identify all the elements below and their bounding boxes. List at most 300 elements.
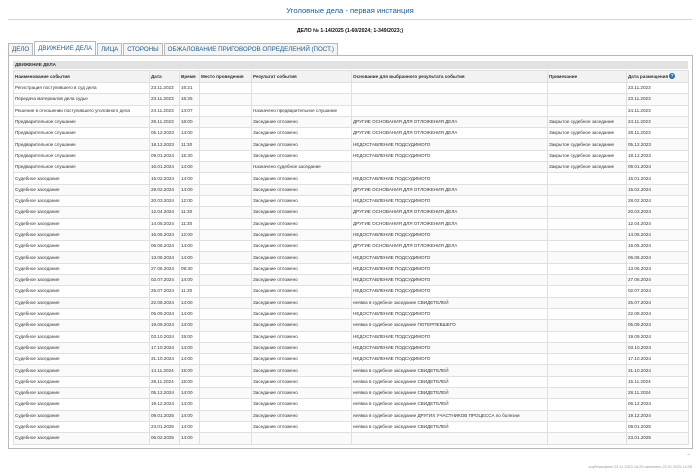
cell-event: Судебное заседание bbox=[14, 286, 150, 297]
cell-note bbox=[548, 410, 627, 421]
tab-parties[interactable]: СТОРОНЫ bbox=[123, 43, 162, 55]
cell-basis: ДРУГИЕ ОСНОВАНИЯ ДЛЯ ОТЛОЖЕНИЯ ДЕЛА bbox=[352, 241, 548, 252]
cell-date: 06.02.2025 bbox=[150, 433, 180, 444]
cell-date: 17.10.2024 bbox=[150, 342, 180, 353]
column-header-posted-date-label: Дата размещения bbox=[628, 73, 669, 79]
table-row bbox=[14, 320, 689, 331]
table-header-row bbox=[14, 71, 689, 83]
cell-basis: НЕДОСТАВЛЕНИЕ ПОДСУДИМОГО bbox=[352, 286, 548, 297]
cell-event: Судебное заседание bbox=[14, 297, 150, 308]
cell-result: Заседание отложено bbox=[252, 139, 352, 150]
cell-date: 19.09.2024 bbox=[150, 320, 180, 331]
cell-time: 14:00 bbox=[180, 297, 200, 308]
table-row bbox=[14, 83, 689, 94]
title-divider bbox=[8, 19, 692, 20]
cell-place bbox=[200, 116, 252, 127]
cell-event: Судебное заседание bbox=[14, 207, 150, 218]
cell-result: Заседание отложено bbox=[252, 320, 352, 331]
cell-place bbox=[200, 365, 252, 376]
cell-result: Заседание отложено bbox=[252, 365, 352, 376]
cell-result: Заседание отложено bbox=[252, 275, 352, 286]
table-row bbox=[14, 354, 689, 365]
cell-basis: НЕДОСТАВЛЕНИЕ ПОДСУДИМОГО bbox=[352, 331, 548, 342]
section-label: ДВИЖЕНИЕ ДЕЛА bbox=[13, 61, 688, 69]
cell-place bbox=[200, 128, 252, 139]
tab-appeals[interactable]: ОБЖАЛОВАНИЕ ПРИГОВОРОВ ОПРЕДЕЛЕНИЙ (ПОСТ.) bbox=[164, 43, 338, 55]
cell-date: 06.06.2024 bbox=[150, 241, 180, 252]
cell-posted-date: 12.04.2024 bbox=[627, 218, 689, 229]
tab-case-movement[interactable]: ДВИЖЕНИЕ ДЕЛА bbox=[34, 41, 96, 55]
cell-date: 16.05.2024 bbox=[150, 229, 180, 240]
cell-posted-date: 14.05.2024 bbox=[627, 229, 689, 240]
column-header-posted-date bbox=[627, 71, 689, 83]
column-header-time: Время bbox=[180, 71, 200, 83]
table-row bbox=[14, 297, 689, 308]
cell-result: Заседание отложено bbox=[252, 297, 352, 308]
cell-posted-date: 13.06.2024 bbox=[627, 263, 689, 274]
cell-place bbox=[200, 263, 252, 274]
table-row bbox=[14, 116, 689, 127]
cell-posted-date: 03.10.2024 bbox=[627, 342, 689, 353]
cell-posted-date: 15.11.2024 bbox=[627, 376, 689, 387]
cell-note bbox=[548, 252, 627, 263]
cell-result: Заседание отложено bbox=[252, 116, 352, 127]
cell-note bbox=[548, 342, 627, 353]
cell-date: 12.04.2024 bbox=[150, 207, 180, 218]
cell-time: 16:21 bbox=[180, 83, 200, 94]
column-header-place: Место проведения bbox=[200, 71, 252, 83]
cell-note bbox=[548, 365, 627, 376]
cell-basis: ДРУГИЕ ОСНОВАНИЯ ДЛЯ ОТЛОЖЕНИЯ ДЕЛА bbox=[352, 207, 548, 218]
cell-time: 15:00 bbox=[180, 331, 200, 342]
cell-posted-date: 28.02.2024 bbox=[627, 195, 689, 206]
cell-posted-date: 19.09.2024 bbox=[627, 331, 689, 342]
cell-result: Заседание отложено bbox=[252, 410, 352, 421]
table-row bbox=[14, 286, 689, 297]
table-row bbox=[14, 410, 689, 421]
cell-time: 14:00 bbox=[180, 241, 200, 252]
cell-posted-date: 06.12.2024 bbox=[627, 399, 689, 410]
cell-note bbox=[548, 433, 627, 444]
cell-event: Судебное заседание bbox=[14, 342, 150, 353]
cell-posted-date: 23.11.2023 bbox=[627, 83, 689, 94]
cell-basis: неявка в судебное заседание ДРУГИХ УЧАСТНИКОВ ПРОЦЕССА по болезни bbox=[352, 410, 548, 421]
column-header-note: Примечание bbox=[548, 71, 627, 83]
help-icon[interactable]: ? bbox=[670, 73, 674, 79]
cell-note: Закрытое судебное заседание bbox=[548, 162, 627, 173]
column-header-event: Наименование события bbox=[14, 71, 150, 83]
cell-basis: неявка в судебное заседание СВИДЕТЕЛЕЙ bbox=[352, 399, 548, 410]
cell-basis: НЕДОСТАВЛЕНИЕ ПОДСУДИМОГО bbox=[352, 342, 548, 353]
column-header-result: Результат события bbox=[252, 71, 352, 83]
cell-time: 14:00 bbox=[180, 342, 200, 353]
cell-basis: ДРУГИЕ ОСНОВАНИЯ ДЛЯ ОТЛОЖЕНИЯ ДЕЛА bbox=[352, 128, 548, 139]
cell-place bbox=[200, 433, 252, 444]
cell-result: Заседание отложено bbox=[252, 195, 352, 206]
cell-event: Судебное заседание bbox=[14, 308, 150, 319]
cell-basis bbox=[352, 162, 548, 173]
cell-time: 15:30 bbox=[180, 150, 200, 161]
cell-date: 19.12.2024 bbox=[150, 399, 180, 410]
cell-event: Решение в отношении поступившего уголовного дела bbox=[14, 105, 150, 116]
cell-time: 14:00 bbox=[180, 275, 200, 286]
cell-basis bbox=[352, 83, 548, 94]
table-row bbox=[14, 376, 689, 387]
cell-time: 16:00 bbox=[180, 116, 200, 127]
case-movement-panel bbox=[8, 55, 693, 449]
cell-event: Предварительное слушание bbox=[14, 162, 150, 173]
cell-result: Заседание отложено bbox=[252, 263, 352, 274]
cell-basis: НЕДОСТАВЛЕНИЕ ПОДСУДИМОГО bbox=[352, 252, 548, 263]
cell-note bbox=[548, 275, 627, 286]
cell-event: Судебное заседание bbox=[14, 421, 150, 432]
cell-date: 23.11.2023 bbox=[150, 94, 180, 105]
cell-basis: неявка в судебное заседание СВИДЕТЕЛЕЙ bbox=[352, 297, 548, 308]
table-row bbox=[14, 308, 689, 319]
table-row bbox=[14, 184, 689, 195]
cell-result: Заседание отложено bbox=[252, 421, 352, 432]
cell-basis: НЕДОСТАВЛЕНИЕ ПОДСУДИМОГО bbox=[352, 150, 548, 161]
cell-posted-date: 31.10.2024 bbox=[627, 365, 689, 376]
cell-time: 14:00 bbox=[180, 433, 200, 444]
cell-place bbox=[200, 173, 252, 184]
cell-posted-date: 02.07.2024 bbox=[627, 286, 689, 297]
cell-event: Судебное заседание bbox=[14, 229, 150, 240]
cell-note bbox=[548, 376, 627, 387]
cell-place bbox=[200, 376, 252, 387]
cell-date: 14.11.2024 bbox=[150, 365, 180, 376]
cell-posted-date: 05.12.2023 bbox=[627, 139, 689, 150]
cell-event: Предварительное слушание bbox=[14, 150, 150, 161]
cell-event: Судебное заседание bbox=[14, 354, 150, 365]
cell-posted-date: 23.01.2025 bbox=[627, 433, 689, 444]
cell-result: Заседание отложено bbox=[252, 286, 352, 297]
cell-time: 14:00 bbox=[180, 173, 200, 184]
cell-time: 14:00 bbox=[180, 399, 200, 410]
cell-time: 14:00 bbox=[180, 184, 200, 195]
cell-place bbox=[200, 83, 252, 94]
cell-result: Заседание отложено bbox=[252, 308, 352, 319]
cell-basis bbox=[352, 105, 548, 116]
cell-note bbox=[548, 229, 627, 240]
table-row bbox=[14, 207, 689, 218]
cell-event: Судебное заседание bbox=[14, 410, 150, 421]
cell-event: Регистрация поступившего в суд дела bbox=[14, 83, 150, 94]
cell-basis: неявка в судебное заседание СВИДЕТЕЛЕЙ bbox=[352, 421, 548, 432]
cell-date: 29.02.2024 bbox=[150, 184, 180, 195]
column-header-basis: Основание для выбранного результата события bbox=[352, 71, 548, 83]
cell-event: Судебное заседание bbox=[14, 195, 150, 206]
cell-event: Судебное заседание bbox=[14, 433, 150, 444]
table-row bbox=[14, 94, 689, 105]
cell-note: Закрытое судебное заседание bbox=[548, 139, 627, 150]
footer-publish-info: опубликовано 23.11.2023 16:26 изменено 23.01.2025 14:09 bbox=[588, 465, 692, 469]
cell-result: Заседание отложено bbox=[252, 354, 352, 365]
cell-posted-date: 05.09.2024 bbox=[627, 320, 689, 331]
cell-place bbox=[200, 410, 252, 421]
cell-result: Заседание отложено bbox=[252, 241, 352, 252]
cell-date: 05.12.2024 bbox=[150, 388, 180, 399]
cell-posted-date: 20.03.2024 bbox=[627, 207, 689, 218]
cell-place bbox=[200, 331, 252, 342]
cell-place bbox=[200, 218, 252, 229]
cell-basis: НЕДОСТАВЛЕНИЕ ПОДСУДИМОГО bbox=[352, 229, 548, 240]
cell-time: 09:30 bbox=[180, 263, 200, 274]
cell-posted-date: 27.06.2024 bbox=[627, 275, 689, 286]
cell-event: Судебное заседание bbox=[14, 376, 150, 387]
cell-result: Назначено судебное заседание bbox=[252, 162, 352, 173]
table-row bbox=[14, 263, 689, 274]
table-row bbox=[14, 173, 689, 184]
cell-time: 12:00 bbox=[180, 229, 200, 240]
scroll-to-top-icon[interactable]: ⌃ bbox=[685, 454, 692, 460]
tab-case[interactable]: ДЕЛО bbox=[8, 43, 33, 55]
cell-time: 14:00 bbox=[180, 252, 200, 263]
cell-date: 27.06.2024 bbox=[150, 263, 180, 274]
cell-result: Заседание отложено bbox=[252, 388, 352, 399]
cell-basis: НЕДОСТАВЛЕНИЕ ПОДСУДИМОГО bbox=[352, 263, 548, 274]
cell-place bbox=[200, 105, 252, 116]
cell-result: Заседание отложено bbox=[252, 150, 352, 161]
cell-place bbox=[200, 354, 252, 365]
cell-posted-date: 22.08.2024 bbox=[627, 308, 689, 319]
cell-result: Заседание отложено bbox=[252, 331, 352, 342]
cell-basis bbox=[352, 94, 548, 105]
cell-event: Судебное заседание bbox=[14, 388, 150, 399]
cell-date: 15.02.2024 bbox=[150, 173, 180, 184]
cell-posted-date: 23.11.2023 bbox=[627, 94, 689, 105]
cell-posted-date: 18.12.2023 bbox=[627, 150, 689, 161]
cell-note bbox=[548, 399, 627, 410]
cell-event: Судебное заседание bbox=[14, 365, 150, 376]
cell-date: 03.10.2024 bbox=[150, 331, 180, 342]
cell-result: Заседание отложено bbox=[252, 252, 352, 263]
cell-result: Заседание отложено bbox=[252, 229, 352, 240]
table-row bbox=[14, 252, 689, 263]
table-row bbox=[14, 421, 689, 432]
table-row bbox=[14, 105, 689, 116]
cell-result: Назначено предварительное слушание bbox=[252, 105, 352, 116]
table-row bbox=[14, 342, 689, 353]
cell-time: 14:00 bbox=[180, 354, 200, 365]
cell-date: 23.01.2025 bbox=[150, 421, 180, 432]
cell-time: 11:30 bbox=[180, 286, 200, 297]
cell-note: Закрытое судебное заседание bbox=[548, 150, 627, 161]
cell-note bbox=[548, 297, 627, 308]
cell-place bbox=[200, 229, 252, 240]
cell-note bbox=[548, 184, 627, 195]
cell-date: 23.11.2023 bbox=[150, 83, 180, 94]
cell-basis: неявка в судебное заседание ПОТЕРПЕВШЕГО bbox=[352, 320, 548, 331]
cell-time: 14:00 bbox=[180, 320, 200, 331]
cell-note bbox=[548, 105, 627, 116]
table-row bbox=[14, 195, 689, 206]
table-row bbox=[14, 331, 689, 342]
cell-time: 14:00 bbox=[180, 388, 200, 399]
cell-place bbox=[200, 139, 252, 150]
cell-posted-date: 06.06.2024 bbox=[627, 252, 689, 263]
cell-place bbox=[200, 150, 252, 161]
cell-date: 05.12.2023 bbox=[150, 128, 180, 139]
cell-date: 20.03.2024 bbox=[150, 195, 180, 206]
cell-time: 14:07 bbox=[180, 105, 200, 116]
cell-result: Заседание отложено bbox=[252, 173, 352, 184]
cell-note bbox=[548, 241, 627, 252]
cell-time: 16:25 bbox=[180, 94, 200, 105]
cell-date: 28.11.2024 bbox=[150, 376, 180, 387]
cell-basis bbox=[352, 433, 548, 444]
cell-event: Передача материалов дела судье bbox=[14, 94, 150, 105]
cell-result: Заседание отложено bbox=[252, 342, 352, 353]
cell-time: 14:00 bbox=[180, 162, 200, 173]
cell-posted-date: 16.01.2024 bbox=[627, 173, 689, 184]
cell-date: 13.06.2024 bbox=[150, 252, 180, 263]
cell-posted-date: 09.01.2024 bbox=[627, 162, 689, 173]
cell-place bbox=[200, 320, 252, 331]
cell-note bbox=[548, 354, 627, 365]
cell-date: 28.11.2023 bbox=[150, 116, 180, 127]
cell-basis: НЕДОСТАВЛЕНИЕ ПОДСУДИМОГО bbox=[352, 275, 548, 286]
cell-posted-date: 24.11.2023 bbox=[627, 105, 689, 116]
table-row bbox=[14, 150, 689, 161]
cell-note bbox=[548, 388, 627, 399]
cell-basis: НЕДОСТАВЛЕНИЕ ПОДСУДИМОГО bbox=[352, 308, 548, 319]
cell-date: 25.07.2024 bbox=[150, 286, 180, 297]
cell-result: Заседание отложено bbox=[252, 399, 352, 410]
cell-place bbox=[200, 195, 252, 206]
cell-date: 09.01.2025 bbox=[150, 410, 180, 421]
cell-date: 24.11.2023 bbox=[150, 105, 180, 116]
cell-note: Закрытое судебное заседание bbox=[548, 116, 627, 127]
cell-date: 16.01.2024 bbox=[150, 162, 180, 173]
cell-posted-date: 24.11.2023 bbox=[627, 116, 689, 127]
cell-time: 15:00 bbox=[180, 365, 200, 376]
cell-result bbox=[252, 94, 352, 105]
cell-posted-date: 09.01.2025 bbox=[627, 421, 689, 432]
cell-note bbox=[548, 94, 627, 105]
tab-persons[interactable]: ЛИЦА bbox=[97, 43, 122, 55]
cell-event: Судебное заседание bbox=[14, 218, 150, 229]
cell-event: Судебное заседание bbox=[14, 184, 150, 195]
cell-result bbox=[252, 433, 352, 444]
cell-time: 14:00 bbox=[180, 421, 200, 432]
table-row bbox=[14, 162, 689, 173]
cell-posted-date: 16.05.2024 bbox=[627, 241, 689, 252]
cell-place bbox=[200, 94, 252, 105]
cell-basis: НЕДОСТАВЛЕНИЕ ПОДСУДИМОГО bbox=[352, 139, 548, 150]
page-title: Уголовные дела - первая инстанция bbox=[286, 6, 414, 15]
cell-event: Судебное заседание bbox=[14, 331, 150, 342]
cell-basis: неявка в судебное заседание СВИДЕТЕЛЕЙ bbox=[352, 388, 548, 399]
cell-note bbox=[548, 195, 627, 206]
table-row bbox=[14, 218, 689, 229]
table-row bbox=[14, 388, 689, 399]
table-row bbox=[14, 365, 689, 376]
table-row bbox=[14, 241, 689, 252]
cell-time: 12:00 bbox=[180, 195, 200, 206]
cell-time: 14:00 bbox=[180, 410, 200, 421]
cell-note bbox=[548, 207, 627, 218]
cell-note bbox=[548, 83, 627, 94]
cell-place bbox=[200, 342, 252, 353]
cell-place bbox=[200, 297, 252, 308]
cell-time: 11:30 bbox=[180, 207, 200, 218]
cell-posted-date: 15.02.2024 bbox=[627, 184, 689, 195]
cell-date: 22.08.2024 bbox=[150, 297, 180, 308]
table-row bbox=[14, 128, 689, 139]
cell-basis: НЕДОСТАВЛЕНИЕ ПОДСУДИМОГО bbox=[352, 173, 548, 184]
cell-posted-date: 25.07.2024 bbox=[627, 297, 689, 308]
cell-posted-date: 28.11.2023 bbox=[627, 128, 689, 139]
cell-place bbox=[200, 184, 252, 195]
cell-place bbox=[200, 286, 252, 297]
cell-basis: НЕДОСТАВЛЕНИЕ ПОДСУДИМОГО bbox=[352, 195, 548, 206]
cell-basis: ДРУГИЕ ОСНОВАНИЯ ДЛЯ ОТЛОЖЕНИЯ ДЕЛА bbox=[352, 116, 548, 127]
cell-place bbox=[200, 241, 252, 252]
cell-place bbox=[200, 308, 252, 319]
cell-posted-date: 19.12.2024 bbox=[627, 410, 689, 421]
cell-event: Судебное заседание bbox=[14, 241, 150, 252]
cell-place bbox=[200, 207, 252, 218]
case-number: ДЕЛО № 1-14/2025 (1-60/2024; 1-349/2023;) bbox=[296, 28, 404, 34]
cell-note bbox=[548, 263, 627, 274]
cell-time: 14:00 bbox=[180, 308, 200, 319]
cell-date: 02.07.2024 bbox=[150, 275, 180, 286]
cell-event: Предварительное слушание bbox=[14, 116, 150, 127]
cell-place bbox=[200, 421, 252, 432]
cell-note bbox=[548, 173, 627, 184]
cell-date: 09.01.2024 bbox=[150, 150, 180, 161]
cell-note bbox=[548, 421, 627, 432]
cell-place bbox=[200, 275, 252, 286]
cell-note bbox=[548, 331, 627, 342]
cell-basis: НЕДОСТАВЛЕНИЕ ПОДСУДИМОГО bbox=[352, 354, 548, 365]
cell-event: Судебное заседание bbox=[14, 263, 150, 274]
cell-place bbox=[200, 399, 252, 410]
cell-place bbox=[200, 252, 252, 263]
table-row bbox=[14, 399, 689, 410]
tab-bar bbox=[8, 41, 339, 55]
cell-posted-date: 17.10.2024 bbox=[627, 354, 689, 365]
column-header-date: Дата bbox=[150, 71, 180, 83]
cell-basis: ДРУГИЕ ОСНОВАНИЯ ДЛЯ ОТЛОЖЕНИЯ ДЕЛА bbox=[352, 184, 548, 195]
cell-date: 18.12.2023 bbox=[150, 139, 180, 150]
cell-note bbox=[548, 218, 627, 229]
cell-note: Закрытое судебное заседание bbox=[548, 128, 627, 139]
cell-basis: ДРУГИЕ ОСНОВАНИЯ ДЛЯ ОТЛОЖЕНИЯ ДЕЛА bbox=[352, 218, 548, 229]
cell-event: Предварительное слушание bbox=[14, 128, 150, 139]
cell-place bbox=[200, 388, 252, 399]
cell-event: Судебное заседание bbox=[14, 320, 150, 331]
cell-basis: неявка в судебное заседание СВИДЕТЕЛЕЙ bbox=[352, 365, 548, 376]
cell-time: 11:30 bbox=[180, 218, 200, 229]
cell-note bbox=[548, 320, 627, 331]
cell-result: Заседание отложено bbox=[252, 376, 352, 387]
cell-basis: неявка в судебное заседание СВИДЕТЕЛЕЙ bbox=[352, 376, 548, 387]
cell-event: Судебное заседание bbox=[14, 399, 150, 410]
cell-note bbox=[548, 308, 627, 319]
cell-result: Заседание отложено bbox=[252, 128, 352, 139]
table-row bbox=[14, 139, 689, 150]
cell-result: Заседание отложено bbox=[252, 184, 352, 195]
cell-time: 14:00 bbox=[180, 128, 200, 139]
cell-place bbox=[200, 162, 252, 173]
cell-event: Судебное заседание bbox=[14, 252, 150, 263]
cell-date: 14.05.2024 bbox=[150, 218, 180, 229]
cell-result: Заседание отложено bbox=[252, 218, 352, 229]
cell-event: Предварительное слушание bbox=[14, 139, 150, 150]
cell-event: Судебное заседание bbox=[14, 275, 150, 286]
